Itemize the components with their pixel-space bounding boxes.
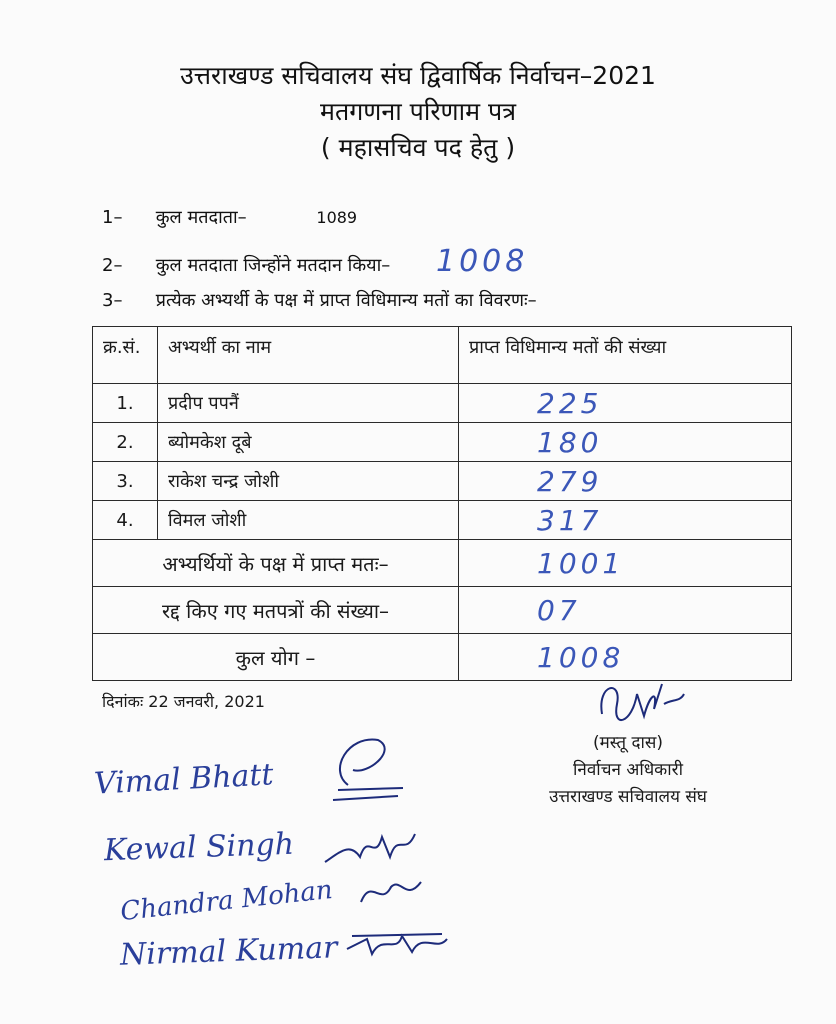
document-date: दिनांकः 22 जनवरी, 2021: [102, 692, 265, 711]
item-label: कुल मतदाता–: [155, 207, 247, 228]
votes-cast-item: [102, 244, 528, 279]
total-voters-item: [102, 205, 357, 229]
witness-signature-4: Nirmal Kumar: [119, 930, 338, 973]
serial-cell: 4.: [93, 501, 158, 540]
summary-label: कुल योग –: [93, 634, 459, 681]
header-valid-votes: प्राप्त विधिमान्य मतों की संख्या: [459, 327, 792, 384]
votes-cell: 180: [459, 423, 792, 462]
table-row: [93, 423, 792, 462]
document-title: उत्तराखण्ड सचिवालय संघ द्विवार्षिक निर्वाचन–2021: [180, 61, 656, 90]
witness-scribble-2: [320, 822, 420, 872]
officer-name: (मस्तू दास): [592, 733, 664, 753]
summary-row: [93, 540, 792, 587]
table-row: [93, 462, 792, 501]
witness-signature-2: Kewal Singh: [103, 826, 295, 869]
document-subtitle: मतगणना परिणाम पत्र: [320, 97, 516, 126]
candidate-name-cell: विमल जोशी: [158, 501, 459, 540]
item-number: 1–: [102, 207, 123, 228]
item-label: कुल मतदाता जिन्होंने मतदान किया–: [155, 255, 391, 276]
votes-cast-value: 1008: [435, 244, 529, 279]
item-label: प्रत्येक अभ्यर्थी के पक्ष में प्राप्त विधिमान्य मतों का विवरणः–: [155, 290, 537, 311]
total-voters-value: 1089: [316, 208, 358, 227]
officer-designation: निर्वाचन अधिकारी: [573, 760, 683, 780]
votes-cell: 225: [459, 384, 792, 423]
witness-scribble-3: [356, 872, 426, 912]
summary-value: 1008: [459, 634, 792, 681]
witness-scribble-4: [342, 924, 452, 964]
summary-value: 1001: [459, 540, 792, 587]
summary-value: 07: [459, 587, 792, 634]
serial-cell: 1.: [93, 384, 158, 423]
votes-cell: 279: [459, 462, 792, 501]
returning-officer-block: [528, 730, 728, 811]
table-row: [93, 501, 792, 540]
candidate-name-cell: ब्योमकेश दूबे: [158, 423, 459, 462]
serial-cell: 3.: [93, 462, 158, 501]
witness-scribble-1: [318, 730, 408, 810]
item-number: 2–: [102, 255, 123, 276]
summary-row: [93, 587, 792, 634]
witness-signature-1: Vimal Bhatt: [93, 757, 275, 802]
candidate-name-cell: प्रदीप पपनैं: [158, 384, 459, 423]
table-row: [93, 384, 792, 423]
table-header-row: [93, 327, 792, 384]
candidate-name-cell: राकेश चन्द्र जोशी: [158, 462, 459, 501]
header-candidate-name: अभ्यर्थी का नाम: [158, 327, 459, 384]
votes-cell: 317: [459, 501, 792, 540]
serial-cell: 2.: [93, 423, 158, 462]
item-number: 3–: [102, 290, 123, 311]
summary-label: रद्द किए गए मतपत्रों की संख्या–: [93, 587, 459, 634]
witness-signature-3: Chandra Mohan: [119, 874, 334, 928]
post-title: ( महासचिव पद हेतु ): [320, 133, 516, 162]
header-serial: क्र.सं.: [93, 327, 158, 384]
officer-organization: उत्तराखण्ड सचिवालय संघ: [549, 787, 707, 807]
candidate-details-item: [102, 288, 537, 312]
results-table: [92, 326, 792, 681]
summary-label: अभ्यर्थियों के पक्ष में प्राप्त मतः–: [93, 540, 459, 587]
officer-signature: [592, 674, 692, 734]
